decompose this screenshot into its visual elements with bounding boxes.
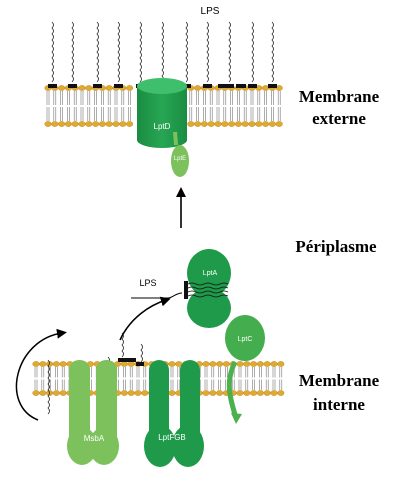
inner-membrane-label-1: Membrane [298,371,380,390]
lipid-head [60,390,67,395]
lps-core [118,358,136,362]
lipid-head [242,121,249,126]
lipid-head [86,121,93,126]
lipid-head [264,390,271,395]
lps-chain [252,22,254,82]
lipid-head [244,361,251,366]
lipid-head [276,121,283,126]
lipid-head [194,121,201,126]
lipid-head [250,390,257,395]
lptC-label: LptC [237,336,253,343]
inner-membrane-label-2: interne [313,395,365,414]
lps-mid-label: LPS [139,278,157,288]
lipid-head [79,121,86,126]
lipid-head [128,361,135,366]
lipid-head [169,390,176,395]
lipid-head [33,390,40,395]
lipid-head [79,85,86,90]
lptD-label: LptD [153,122,171,131]
lipid-head [33,361,40,366]
lipid-head [58,85,65,90]
lipid-head [210,361,217,366]
lps-chain [272,22,274,82]
lipid-head [121,390,128,395]
lipid-head [40,390,47,395]
lipid-head [257,390,264,395]
lipid-head [188,121,195,126]
lipid-head [208,121,215,126]
outer-membrane-label-2: externe [312,109,366,128]
lift-arrow [120,300,166,340]
lps-connector [131,293,182,298]
lptD-protein [137,78,187,148]
lps-chain [207,22,209,82]
lipid-head [106,85,113,90]
lipid-head [237,361,244,366]
lipid-head [86,85,93,90]
lipid-head [106,121,113,126]
lps-core [114,84,123,88]
lipid-head [264,361,271,366]
lipid-head [216,361,223,366]
lipid-head [237,390,244,395]
lipid-head [216,390,223,395]
lipid-head [65,121,72,126]
lipid-head [45,121,52,126]
lps-core [93,84,102,88]
lipid-head [250,361,257,366]
lps-core [218,84,228,88]
lipid-head [60,361,67,366]
lptFGB-protein [144,360,204,467]
lps-core [248,84,257,88]
lipid-head [121,361,128,366]
lipid-head [142,390,149,395]
lps-chain [141,344,143,362]
lipid-head [92,121,99,126]
msbA-label: MsbA [83,434,105,443]
lps-chain [118,22,120,82]
lps-core [184,281,188,299]
outer-membrane-label-1: Membrane [298,87,380,106]
lipid-head [201,121,208,126]
lipid-head [278,390,285,395]
lipid-head [52,121,59,126]
lptFGB-label: LptFGB [158,433,186,442]
lipid-head [262,85,269,90]
lps-chain [72,22,74,82]
lptC-protein [225,315,265,424]
lipid-head [113,121,120,126]
lipid-head [203,390,210,395]
lipid-head [120,121,127,126]
lipid-head [215,121,222,126]
lipid-head [244,390,251,395]
lipid-head [126,121,133,126]
lipid-head [128,390,135,395]
lps-chain [162,22,164,82]
lipid-head [255,121,262,126]
lipid-head [40,361,47,366]
lipid-head [194,85,201,90]
lps-chain [52,22,54,82]
lps-core [48,84,57,88]
lipid-head [169,361,176,366]
lipid-head [53,361,60,366]
lipid-head [257,361,264,366]
lps-top-label: LPS [200,6,220,17]
lps-core [203,84,212,88]
lipid-head [223,361,230,366]
lps-core [236,84,246,88]
lipid-head [210,390,217,395]
lipid-head [235,121,242,126]
lps-core [136,362,144,366]
lipid-head [271,361,278,366]
lps-chain [186,22,188,82]
lipid-head [99,121,106,126]
lipid-head [135,390,142,395]
lipid-head [278,361,285,366]
lipid-head [271,390,278,395]
lps-chain [229,22,231,82]
lptA-protein [184,249,231,328]
lptE-label: LptE [173,156,187,162]
lipid-head [228,121,235,126]
lipid-head [126,85,133,90]
lipid-head [58,121,65,126]
lipid-head [203,361,210,366]
lipid-head [222,121,229,126]
periplasm-label: Périplasme [295,237,377,256]
lipid-head [249,121,256,126]
lps-chain [97,22,99,82]
lps-chain [140,22,142,82]
msbA-protein [67,360,119,465]
lipid-head [72,121,79,126]
lps-core [68,84,77,88]
lipid-head [262,121,269,126]
lptA-label: LptA [202,270,218,277]
lipid-head [269,121,276,126]
lps-core [268,84,277,88]
lipid-head [53,390,60,395]
